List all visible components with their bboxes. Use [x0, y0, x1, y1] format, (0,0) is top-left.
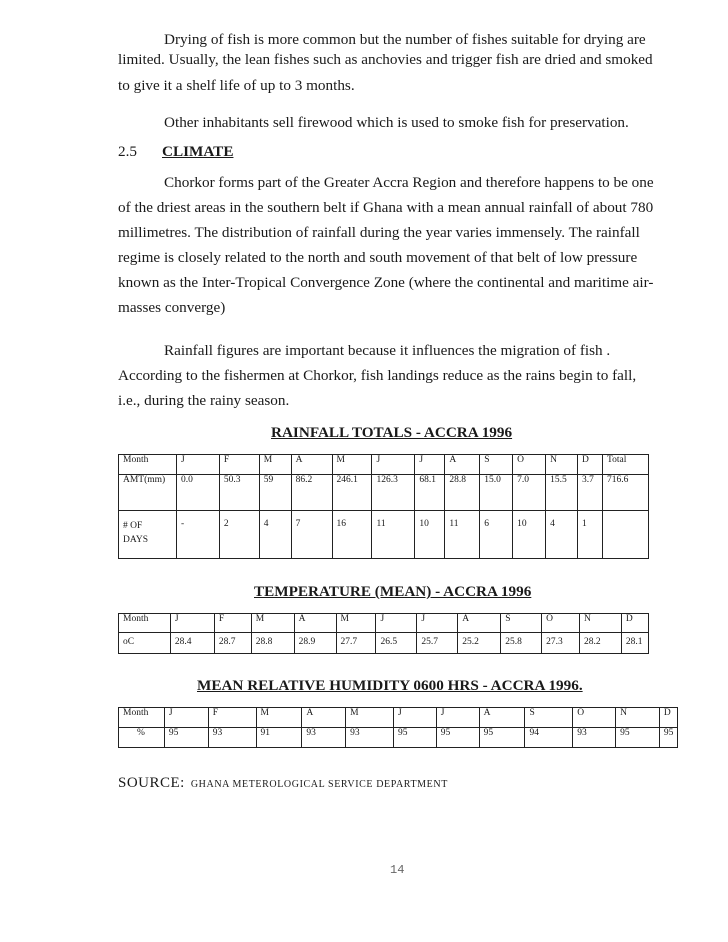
- table-cell: O: [573, 708, 616, 728]
- table-cell: J: [376, 614, 417, 633]
- table-cell: M: [259, 455, 291, 475]
- table-cell: 28.8: [251, 633, 294, 654]
- table-cell: Month: [119, 708, 165, 728]
- table-cell: N: [580, 614, 622, 633]
- table-cell: A: [291, 455, 332, 475]
- humidity-table-title: MEAN RELATIVE HUMIDITY 0600 HRS - ACCRA 1996.: [197, 677, 583, 694]
- section-title: CLIMATE: [162, 143, 234, 160]
- table-cell: S: [480, 455, 513, 475]
- table-cell: O: [513, 455, 546, 475]
- paragraph-drying: [118, 30, 668, 96]
- table-cell: A: [458, 614, 501, 633]
- table-cell: 4: [546, 511, 578, 559]
- text-line: i.e., during the rainy season.: [118, 392, 290, 409]
- table-cell: J: [176, 455, 219, 475]
- table-cell: D: [659, 708, 677, 728]
- table-cell: Total: [602, 455, 648, 475]
- table-cell: J: [170, 614, 214, 633]
- section-heading: [118, 143, 233, 161]
- table-cell: M: [256, 708, 302, 728]
- table-cell: 95: [616, 728, 660, 748]
- table-cell: M: [251, 614, 294, 633]
- table-cell: AMT(mm): [119, 475, 177, 511]
- table-cell: [602, 511, 648, 559]
- temperature-table-title: TEMPERATURE (MEAN) - ACCRA 1996: [254, 583, 532, 600]
- table-cell: 95: [436, 728, 479, 748]
- table-cell: 7.0: [513, 475, 546, 511]
- text-line: millimetres. The distribution of rainfall during the year varies immensely. The rainfall: [118, 224, 640, 241]
- table-cell: 4: [259, 511, 291, 559]
- rainfall-table-title: RAINFALL TOTALS - ACCRA 1996: [271, 424, 513, 441]
- table-cell: 28.9: [294, 633, 336, 654]
- table-cell: 7: [291, 511, 332, 559]
- table-cell: 93: [573, 728, 616, 748]
- text-line: masses converge): [118, 299, 226, 316]
- table-cell: 95: [659, 728, 677, 748]
- table-cell: 93: [208, 728, 256, 748]
- table-cell: 716.6: [602, 475, 648, 511]
- table-header-row: [119, 614, 649, 633]
- table-cell: A: [302, 708, 346, 728]
- section-number: 2.5: [118, 143, 137, 160]
- text-line: Drying of fish is more common but the number of fishes suitable for drying are: [164, 31, 646, 48]
- table-cell: 95: [393, 728, 436, 748]
- table-cell: A: [479, 708, 525, 728]
- table-cell: M: [332, 455, 372, 475]
- table-row: [119, 511, 649, 559]
- table-cell: F: [214, 614, 251, 633]
- table-cell: 27.3: [542, 633, 580, 654]
- table-cell: 26.5: [376, 633, 417, 654]
- table-row: [119, 475, 649, 511]
- source-text: GHANA METEROLOGICAL SERVICE DEPARTMENT: [190, 779, 448, 790]
- table-cell: 246.1: [332, 475, 372, 511]
- source-label: SOURCE:: [118, 775, 185, 791]
- table-cell: O: [542, 614, 580, 633]
- table-cell: 1: [578, 511, 603, 559]
- text-line: limited. Usually, the lean fishes such as anchovies and trigger fish are dried and smoked: [118, 51, 653, 68]
- table-cell: F: [208, 708, 256, 728]
- table-cell: 94: [525, 728, 573, 748]
- table-cell: 0.0: [176, 475, 219, 511]
- text-line: Chorkor forms part of the Greater Accra Region and therefore happens to be one: [164, 174, 654, 191]
- table-header-row: [119, 708, 678, 728]
- table-cell: J: [393, 708, 436, 728]
- table-cell: F: [219, 455, 259, 475]
- table-cell: %: [119, 728, 165, 748]
- table-cell: D: [578, 455, 603, 475]
- table-cell: 59: [259, 475, 291, 511]
- text-line: Other inhabitants sell firewood which is used to smoke fish for preservation.: [164, 114, 629, 131]
- table-cell: 15.5: [546, 475, 578, 511]
- table-cell: A: [445, 455, 480, 475]
- table-cell: 15.0: [480, 475, 513, 511]
- table-cell: J: [436, 708, 479, 728]
- table-row: [119, 633, 649, 654]
- table-cell: 50.3: [219, 475, 259, 511]
- table-row: [119, 728, 678, 748]
- table-cell: 28.2: [580, 633, 622, 654]
- table-cell: J: [372, 455, 415, 475]
- text-line: of the driest areas in the southern belt if Ghana with a mean annual rainfall of about 780: [118, 199, 654, 216]
- table-cell: 86.2: [291, 475, 332, 511]
- table-cell: 16: [332, 511, 372, 559]
- table-cell: 2: [219, 511, 259, 559]
- table-cell: Month: [119, 614, 171, 633]
- source-note: [118, 775, 448, 792]
- table-cell: oC: [119, 633, 171, 654]
- paragraph-firewood: [118, 113, 668, 133]
- table-cell: 3.7: [578, 475, 603, 511]
- temperature-table: [118, 613, 649, 654]
- text-line: to give it a shelf life of up to 3 months.: [118, 77, 355, 94]
- text-line: According to the fishermen at Chorkor, fish landings reduce as the rains begin to fall,: [118, 367, 637, 384]
- table-cell: 11: [445, 511, 480, 559]
- table-cell: 95: [479, 728, 525, 748]
- table-cell: J: [415, 455, 445, 475]
- table-cell: 25.2: [458, 633, 501, 654]
- table-cell: Month: [119, 455, 177, 475]
- table-cell: 93: [346, 728, 394, 748]
- table-cell: N: [546, 455, 578, 475]
- table-cell: N: [616, 708, 660, 728]
- table-cell: A: [294, 614, 336, 633]
- table-cell: J: [417, 614, 458, 633]
- table-cell: 11: [372, 511, 415, 559]
- days-label: DAYS: [123, 535, 148, 545]
- table-cell: 6: [480, 511, 513, 559]
- days-label: # OF: [123, 521, 143, 531]
- table-cell: M: [336, 614, 376, 633]
- page-number: 14: [390, 863, 405, 877]
- table-cell: 10: [415, 511, 445, 559]
- table-cell: 25.8: [501, 633, 542, 654]
- humidity-table: [118, 707, 678, 748]
- text-line: known as the Inter-Tropical Convergence Zone (where the continental and maritime air-: [118, 274, 654, 291]
- table-cell: 91: [256, 728, 302, 748]
- table-cell: D: [621, 614, 648, 633]
- table-cell: 95: [164, 728, 208, 748]
- paragraph-rainfall: [118, 338, 668, 413]
- table-cell: 10: [513, 511, 546, 559]
- table-cell: [119, 511, 177, 559]
- table-cell: 28.1: [621, 633, 648, 654]
- table-header-row: [119, 455, 649, 475]
- paragraph-climate: [118, 170, 668, 320]
- table-cell: S: [525, 708, 573, 728]
- table-cell: 27.7: [336, 633, 376, 654]
- table-cell: -: [176, 511, 219, 559]
- table-cell: 68.1: [415, 475, 445, 511]
- table-cell: M: [346, 708, 394, 728]
- text-line: regime is closely related to the north and south movement of that belt of low pressure: [118, 249, 638, 266]
- table-cell: 126.3: [372, 475, 415, 511]
- table-cell: 28.8: [445, 475, 480, 511]
- table-cell: S: [501, 614, 542, 633]
- table-cell: 28.7: [214, 633, 251, 654]
- text-line: Rainfall figures are important because it influences the migration of fish .: [164, 342, 611, 359]
- table-cell: 25.7: [417, 633, 458, 654]
- rainfall-table: [118, 454, 649, 559]
- table-cell: 93: [302, 728, 346, 748]
- table-cell: 28.4: [170, 633, 214, 654]
- table-cell: J: [164, 708, 208, 728]
